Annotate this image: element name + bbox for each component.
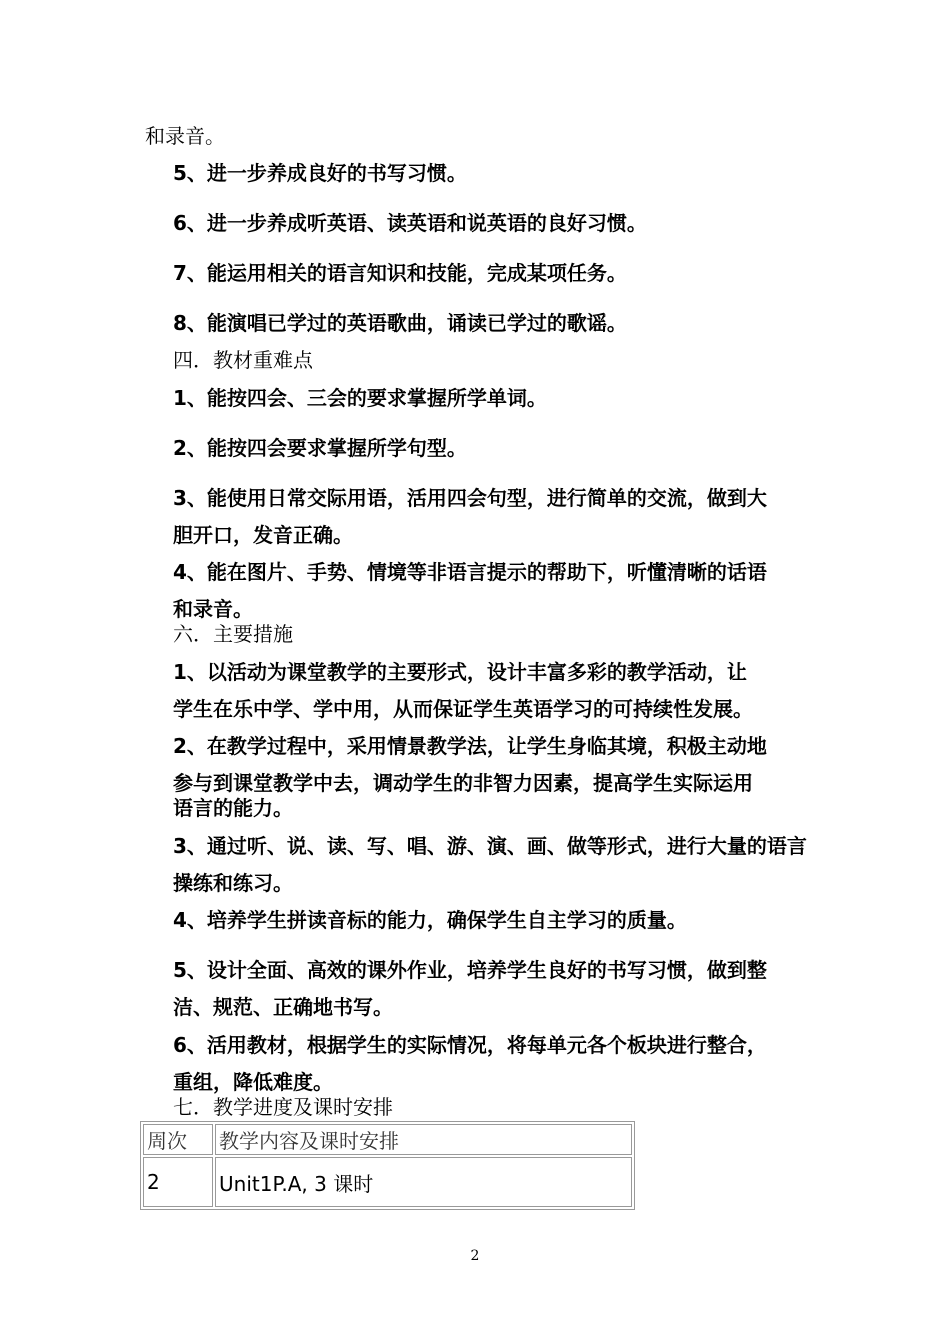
measure-3-cont: 操练和练习。	[173, 871, 293, 895]
section-heading-measures: 六．主要措施	[173, 622, 293, 646]
table-header-content: 教学内容及课时安排	[215, 1124, 632, 1155]
key-point-3-cont: 胆开口，发音正确。	[173, 523, 353, 547]
content-cjk: 课时	[333, 1171, 374, 1196]
measure-2-cont-2: 语言的能力。	[173, 796, 293, 820]
objective-6: 6、进一步养成听英语、读英语和说英语的良好习惯。	[173, 211, 647, 235]
key-point-1: 1、能按四会、三会的要求掌握所学单词。	[173, 386, 547, 410]
schedule-table	[140, 1121, 635, 1210]
measure-5-cont: 洁、规范、正确地书写。	[173, 995, 393, 1019]
key-point-4-cont: 和录音。	[173, 597, 253, 621]
key-point-2: 2、能按四会要求掌握所学句型。	[173, 436, 467, 460]
measure-2-cont: 参与到课堂教学中去，调动学生的非智力因素，提高学生实际运用	[173, 771, 753, 795]
measure-6: 6、活用教材，根据学生的实际情况，将每单元各个板块进行整合，	[173, 1033, 767, 1057]
measure-1-cont: 学生在乐中学、学中用，从而保证学生英语学习的可持续性发展。	[173, 697, 753, 721]
measure-1: 1、以活动为课堂教学的主要形式，设计丰富多彩的教学活动，让	[173, 660, 747, 684]
key-point-4: 4、能在图片、手势、情境等非语言提示的帮助下，听懂清晰的话语	[173, 560, 767, 584]
text-line-continuation: 和录音。	[145, 124, 225, 148]
page-number: 2	[470, 1248, 480, 1264]
measure-6-cont: 重组，降低难度。	[173, 1070, 333, 1094]
table-header-week: 周次	[143, 1124, 213, 1155]
table-cell-content	[215, 1157, 632, 1207]
section-heading-schedule: 七．教学进度及课时安排	[173, 1095, 393, 1119]
measure-5: 5、设计全面、高效的课外作业，培养学生良好的书写习惯，做到整	[173, 958, 767, 982]
objective-5: 5、进一步养成良好的书写习惯。	[173, 161, 467, 185]
objective-7: 7、能运用相关的语言知识和技能，完成某项任务。	[173, 261, 627, 285]
table-row	[143, 1157, 632, 1207]
section-heading-key-points: 四．教材重难点	[173, 348, 313, 372]
table-header-row	[143, 1124, 632, 1155]
key-point-3: 3、能使用日常交际用语，活用四会句型，进行简单的交流，做到大	[173, 486, 767, 510]
measure-4: 4、培养学生拼读音标的能力，确保学生自主学习的质量。	[173, 908, 687, 932]
objective-8: 8、能演唱已学过的英语歌曲，诵读已学过的歌谣。	[173, 311, 627, 335]
content-latin: Unit1P.A, 3	[219, 1171, 327, 1196]
measure-3: 3、通过听、说、读、写、唱、游、演、画、做等形式，进行大量的语言	[173, 834, 807, 858]
table-cell-week: 2	[143, 1157, 213, 1207]
measure-2: 2、在教学过程中，采用情景教学法，让学生身临其境，积极主动地	[173, 734, 767, 758]
